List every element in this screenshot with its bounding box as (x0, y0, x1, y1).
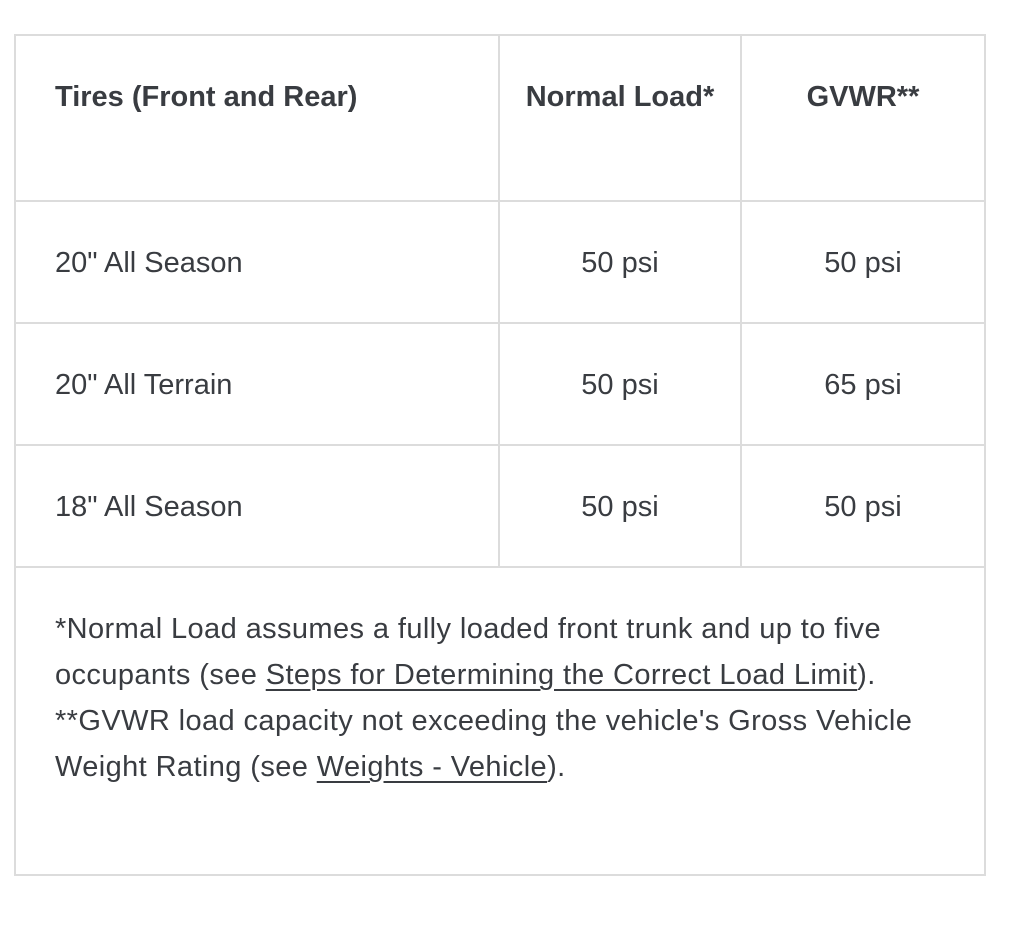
load-limit-link[interactable]: Steps for Determining the Correct Load Limit (265, 659, 858, 691)
normal-load-cell: 50 psi (499, 201, 741, 323)
tire-size-cell: 18" All Season (15, 445, 499, 567)
table-header-row (15, 35, 985, 201)
table-footnote-row (15, 567, 985, 875)
table-row (15, 323, 985, 445)
weights-vehicle-link[interactable]: Weights - Vehicle (316, 751, 548, 783)
table-row (15, 445, 985, 567)
footnote-normal-load-end: ). (857, 659, 876, 691)
header-gvwr: GVWR** (741, 35, 985, 201)
tire-pressure-table (14, 34, 986, 876)
footnote-gvwr-text: **GVWR load capacity not exceeding the vehicle's Gross Vehicle Weight Rating (see (55, 705, 913, 783)
normal-load-cell: 50 psi (499, 323, 741, 445)
tire-size-cell: 20" All Terrain (15, 323, 499, 445)
table-row (15, 201, 985, 323)
gvwr-cell: 50 psi (741, 445, 985, 567)
tire-size-cell: 20" All Season (15, 201, 499, 323)
header-normal-load: Normal Load* (499, 35, 741, 201)
normal-load-cell: 50 psi (499, 445, 741, 567)
footnote-normal-load-text: *Normal Load assumes a fully loaded front trunk and up to five occupants (see (55, 613, 881, 691)
header-tires: Tires (Front and Rear) (15, 35, 499, 201)
gvwr-cell: 50 psi (741, 201, 985, 323)
footnotes-cell (15, 567, 985, 875)
gvwr-cell: 65 psi (741, 323, 985, 445)
footnote-gvwr-end: ). (547, 751, 566, 783)
